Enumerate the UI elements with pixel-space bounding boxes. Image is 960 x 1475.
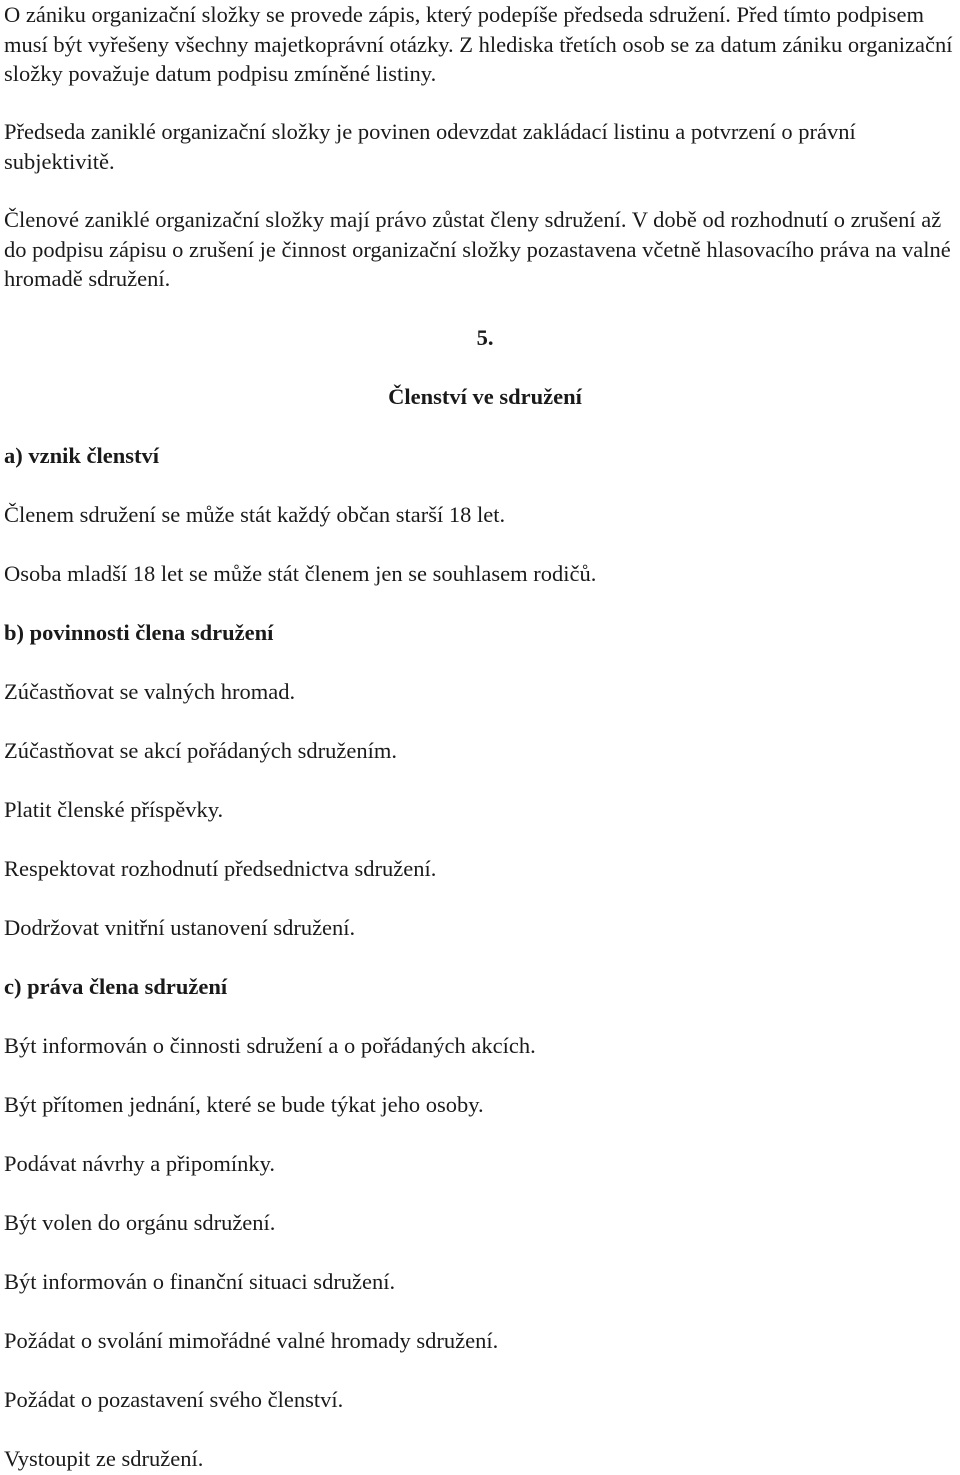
section-title: Členství ve sdružení xyxy=(388,384,582,409)
list-item: Dodržovat vnitřní ustanovení sdružení. xyxy=(4,915,356,940)
list-item: Osoba mladší 18 let se může stát členem jen se souhlasem rodičů. xyxy=(4,561,597,586)
paragraph-chairman-duty: Předseda zaniklé organizační složky je povinen odevzdat zakládací listinu a potvrzení o právní subjektivitě. xyxy=(4,119,856,174)
list-item: Podávat návrhy a připomínky. xyxy=(4,1151,275,1176)
heading-povinnosti-clena: b) povinnosti člena sdružení xyxy=(4,620,274,645)
paragraph-members-rights: Členové zaniklé organizační složky mají právo zůstat členy sdružení. V době od rozhodnutí o zrušení až do podpisu zápisu o zrušení je činnost organizační složky pozastavena včetně hlasovacího práva na valné hromadě sdružení. xyxy=(4,207,951,291)
list-item: Být přítomen jednání, které se bude týkat jeho osoby. xyxy=(4,1092,484,1117)
list-item: Členem sdružení se může stát každý občan starší 18 let. xyxy=(4,502,506,527)
list-item: Požádat o svolání mimořádné valné hromady sdružení. xyxy=(4,1328,499,1353)
list-item: Být informován o finanční situaci sdružení. xyxy=(4,1269,396,1294)
list-item: Požádat o pozastavení svého členství. xyxy=(4,1387,344,1412)
list-item: Zúčastňovat se akcí pořádaných sdružením. xyxy=(4,738,397,763)
paragraph-dissolution-record: O zániku organizační složky se provede zápis, který podepíše předseda sdružení. Před tímto podpisem musí být vyřešeny všechny majetkoprávní otázky. Z hlediska třetích osob se za datum zániku organizační složky považuje datum podpisu zmíněné listiny. xyxy=(4,2,953,86)
list-item: Zúčastňovat se valných hromad. xyxy=(4,679,296,704)
list-item: Platit členské příspěvky. xyxy=(4,797,224,822)
section-number: 5. xyxy=(476,325,494,350)
heading-vznik-clenstvi: a) vznik členství xyxy=(4,443,159,468)
heading-prava-clena: c) práva člena sdružení xyxy=(4,974,228,999)
list-item: Být informován o činnosti sdružení a o pořádaných akcích. xyxy=(4,1033,536,1058)
list-item: Respektovat rozhodnutí předsednictva sdružení. xyxy=(4,856,437,881)
list-item: Být volen do orgánu sdružení. xyxy=(4,1210,276,1235)
list-item: Vystoupit ze sdružení. xyxy=(4,1446,204,1471)
